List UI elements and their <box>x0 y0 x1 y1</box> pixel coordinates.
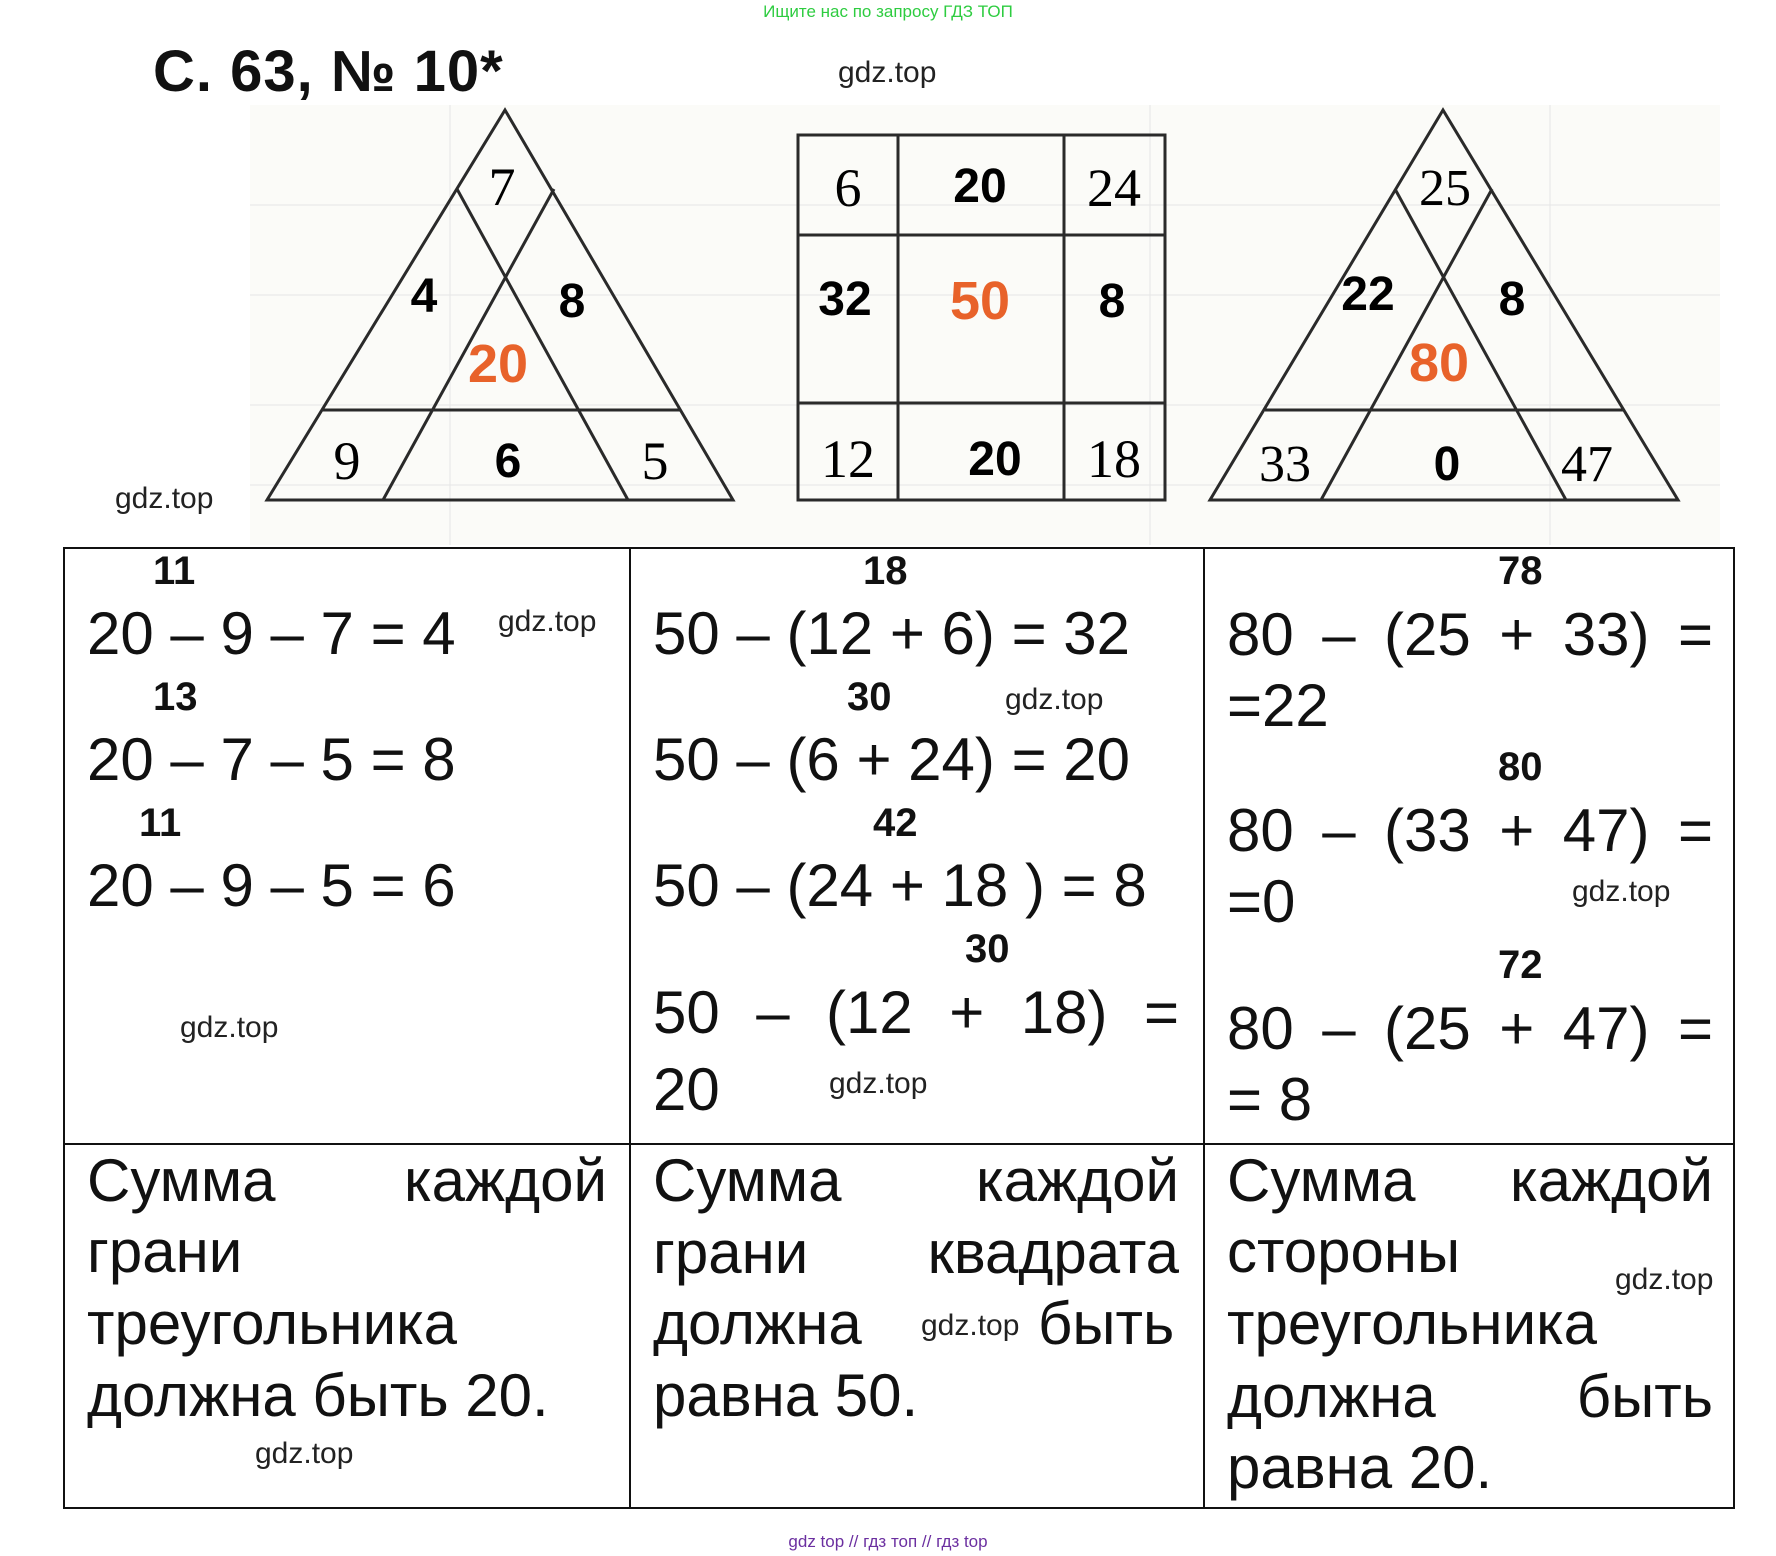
equation: 20 – 7 – 5 = 8 <box>87 726 456 793</box>
tri-right-left: 22 <box>1341 268 1395 321</box>
superscript: 13 <box>153 675 198 719</box>
square-r2c3: 8 <box>1098 275 1126 328</box>
square-r1c1: 6 <box>834 158 862 218</box>
equation: 80 – (33 + 47) = <box>1227 797 1713 864</box>
watermark: gdz.top <box>921 1309 1020 1342</box>
tri-left-center: 20 <box>467 334 529 394</box>
superscript: 18 <box>863 549 908 593</box>
text-line: быть <box>1038 1290 1175 1357</box>
text-line: должна <box>653 1290 862 1357</box>
square-r2c2: 50 <box>949 271 1011 331</box>
watermark: gdz.top <box>115 482 214 515</box>
cell-col3-text <box>1204 1144 1734 1508</box>
explanation-row <box>64 1144 1734 1508</box>
watermark: gdz.top <box>838 56 937 89</box>
text-line: должна быть 20. <box>87 1362 549 1429</box>
equation: 20 – 9 – 7 = 4 <box>87 600 456 667</box>
equation: 20 – 9 – 5 = 6 <box>87 852 456 919</box>
watermark: gdz.top <box>1615 1263 1714 1296</box>
tri-right-bottom-right: 47 <box>1561 436 1613 493</box>
tri-right-right: 8 <box>1498 273 1526 326</box>
watermark: gdz.top <box>180 1011 279 1044</box>
text-line: Сумма каждой <box>653 1147 1179 1214</box>
tri-left-bottom-left: 9 <box>333 431 361 491</box>
square-r3c3: 18 <box>1087 429 1141 489</box>
superscript: 30 <box>965 927 1010 971</box>
equation: 80 – (25 + 47) = <box>1227 995 1713 1062</box>
text-line: треугольника <box>1227 1290 1598 1357</box>
equation: 50 – (12 + 18) = <box>653 979 1179 1046</box>
equations-row <box>64 548 1734 1144</box>
tri-right-bottom-mid: 0 <box>1433 438 1461 491</box>
square-r1c3: 24 <box>1087 158 1141 218</box>
tri-right-center: 80 <box>1408 333 1470 393</box>
equation-continued: =22 <box>1227 672 1329 739</box>
tri-left-bottom-right: 5 <box>641 431 669 491</box>
watermark: gdz.top <box>1572 875 1671 908</box>
text-line: должна быть <box>1227 1363 1713 1430</box>
superscript: 72 <box>1498 943 1543 987</box>
watermark: gdz.top <box>255 1437 354 1470</box>
cell-col1-equations <box>64 548 630 1144</box>
equation: 50 – (6 + 24) = 20 <box>653 726 1131 793</box>
text-line: Сумма каждой <box>87 1147 607 1214</box>
answers-table <box>63 547 1735 1509</box>
watermark: gdz.top <box>829 1067 928 1100</box>
square-r2c1: 32 <box>818 273 872 326</box>
square-r3c2: 20 <box>968 433 1022 486</box>
top-banner[interactable]: Ищите нас по запросу ГДЗ ТОП <box>763 2 1013 21</box>
superscript: 11 <box>153 549 196 593</box>
equation-continued: = 8 <box>1227 1066 1313 1133</box>
figures-scan <box>250 105 1720 545</box>
equation: 80 – (25 + 33) = <box>1227 601 1713 668</box>
cell-col3-equations <box>1204 548 1734 1144</box>
bottom-banner[interactable]: gdz top // гдз топ // гдз top <box>788 1532 988 1551</box>
tri-left-top: 7 <box>488 157 516 217</box>
text-line: грани <box>87 1218 243 1285</box>
superscript: 42 <box>873 801 918 845</box>
text-line: равна 50. <box>653 1362 919 1429</box>
equation-continued: =0 <box>1227 868 1296 935</box>
tri-left-bottom-mid: 6 <box>494 435 522 488</box>
superscript: 11 <box>139 801 182 845</box>
square-r1c2: 20 <box>953 160 1007 213</box>
superscript: 80 <box>1498 745 1543 789</box>
watermark: gdz.top <box>1005 683 1104 716</box>
text-line: стороны <box>1227 1218 1461 1285</box>
square-r3c1: 12 <box>821 429 875 489</box>
watermark: gdz.top <box>498 605 597 638</box>
figures-svg <box>250 105 1720 545</box>
page-title: С. 63, № 10* <box>153 39 504 104</box>
text-line: треугольника <box>87 1290 458 1357</box>
superscript: 30 <box>847 675 892 719</box>
tri-left-left: 4 <box>410 270 438 323</box>
cell-col2-text <box>630 1144 1204 1508</box>
equation: 50 – (12 + 6) = 32 <box>653 600 1131 667</box>
text-line: равна 20. <box>1227 1434 1493 1501</box>
cell-col2-equations <box>630 548 1204 1144</box>
tri-right-bottom-left: 33 <box>1259 436 1311 493</box>
tri-left-right: 8 <box>558 275 586 328</box>
text-line: грани квадрата <box>653 1219 1179 1286</box>
tri-right-top: 25 <box>1419 160 1471 217</box>
text-line: Сумма каждой <box>1227 1147 1713 1214</box>
equation-continued: 20 <box>653 1056 720 1123</box>
cell-col1-text <box>64 1144 630 1508</box>
superscript: 78 <box>1498 549 1543 593</box>
equation: 50 – (24 + 18 ) = 8 <box>653 852 1147 919</box>
